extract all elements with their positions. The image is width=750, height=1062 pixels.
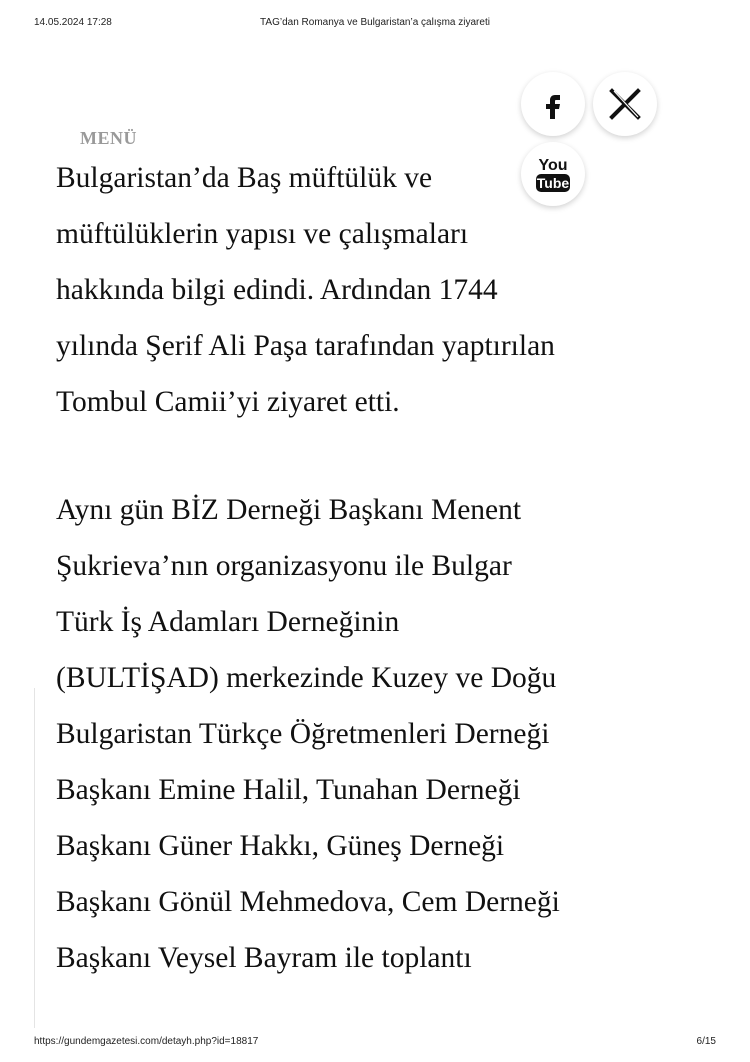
article-line: Aynı gün BİZ Derneği Başkanı Menent xyxy=(56,494,522,526)
article-line: (BULTİŞAD) merkezinde Kuzey ve Doğu xyxy=(56,662,557,694)
article-line: Başkanı Veysel Bayram ile toplantı xyxy=(56,942,472,974)
youtube-icon xyxy=(533,152,573,196)
article-line: Tombul Camii’yi ziyaret etti. xyxy=(56,386,400,418)
facebook-button[interactable] xyxy=(521,72,585,136)
article-paragraph xyxy=(56,482,716,986)
article-line: müftülüklerin yapısı ve çalışmaları xyxy=(56,218,469,250)
svg-text:Tube: Tube xyxy=(536,175,570,191)
page-number: 6/15 xyxy=(696,1036,716,1047)
svg-text:You: You xyxy=(538,157,568,174)
print-title: TAG’dan Romanya ve Bulgaristan’a çalışma ziyareti xyxy=(260,17,490,28)
article-paragraph xyxy=(56,150,716,430)
article-line: Başkanı Güner Hakkı, Güneş Derneği xyxy=(56,830,505,862)
article-line: Şukrieva’nın organizasyonu ile Bulgar xyxy=(56,550,512,582)
article-line: Bulgaristan’da Baş müftülük ve xyxy=(56,162,433,194)
x-button[interactable] xyxy=(593,72,657,136)
article-body xyxy=(56,150,716,1038)
facebook-icon xyxy=(538,89,568,119)
menu-button[interactable]: MENÜ xyxy=(80,128,137,148)
x-icon xyxy=(608,87,642,121)
print-url: https://gundemgazetesi.com/detayh.php?id=18817 xyxy=(34,1036,259,1047)
article-line: Türk İş Adamları Derneğinin xyxy=(56,606,400,638)
article-line: hakkında bilgi edindi. Ardından 1744 xyxy=(56,274,498,306)
article-line: Başkanı Emine Halil, Tunahan Derneği xyxy=(56,774,521,806)
youtube-button[interactable] xyxy=(521,142,585,206)
article-line: Bulgaristan Türkçe Öğretmenleri Derneği xyxy=(56,718,550,750)
article-line: yılında Şerif Ali Paşa tarafından yaptırılan xyxy=(56,330,555,362)
print-date: 14.05.2024 17:28 xyxy=(34,17,112,28)
divider xyxy=(34,688,35,1028)
article-line: Başkanı Gönül Mehmedova, Cem Derneği xyxy=(56,886,560,918)
